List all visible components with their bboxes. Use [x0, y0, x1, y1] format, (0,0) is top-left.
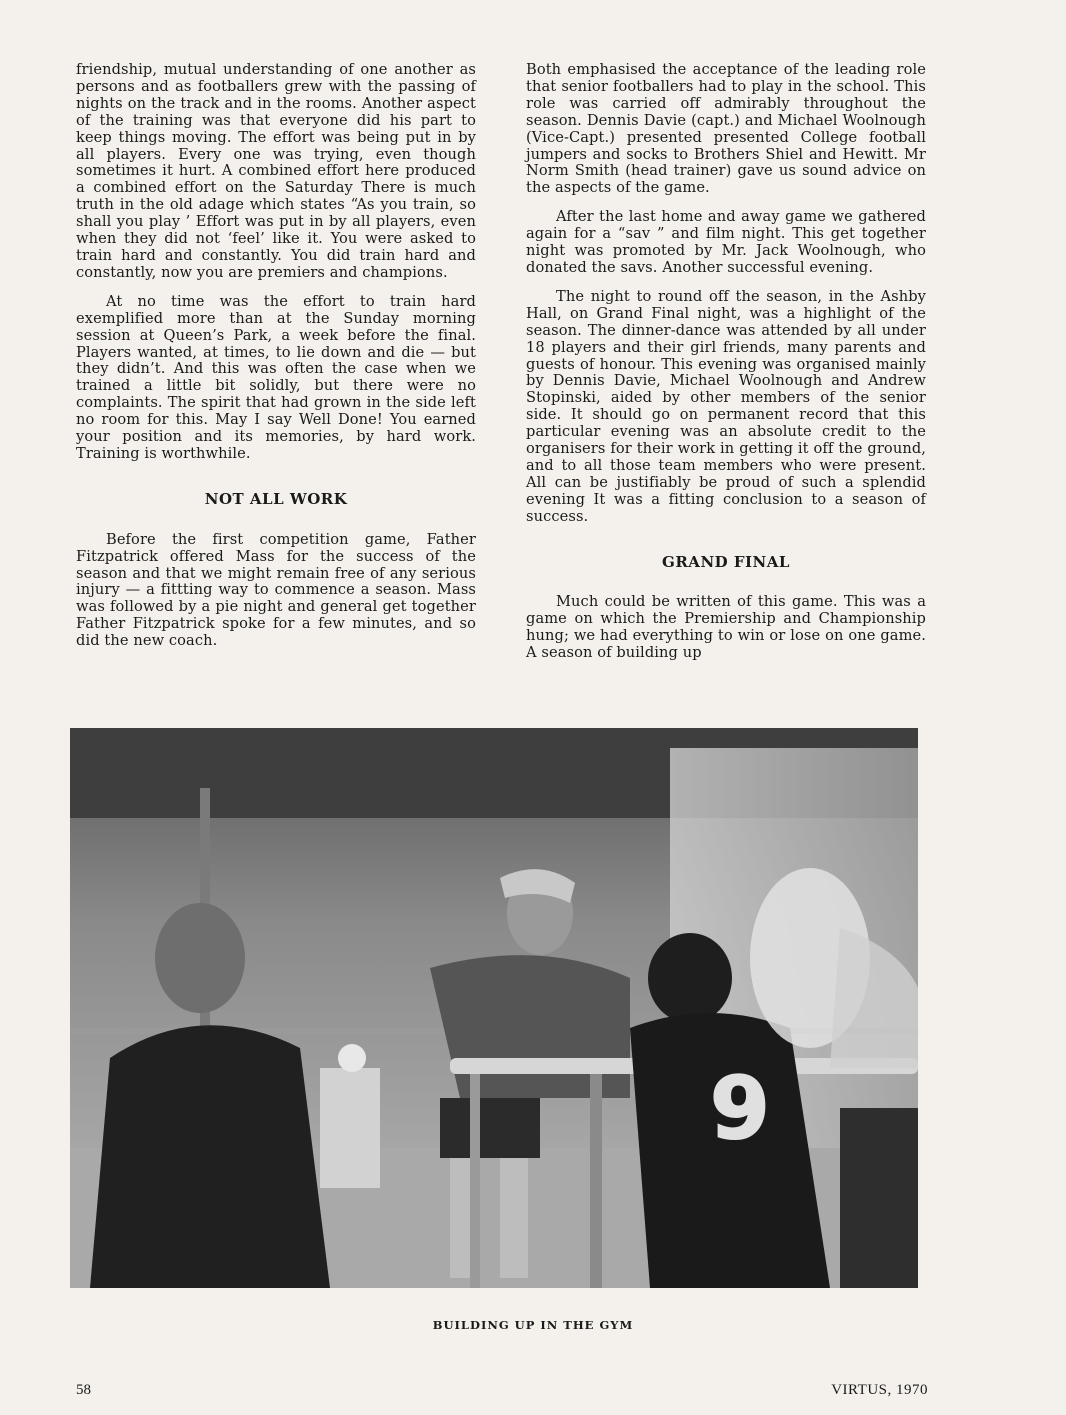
section-heading-grand-final: GRAND FINAL: [662, 552, 790, 571]
paragraph: After the last home and away game we gathered again for a “sav ” and film night. This get together night was promoted by Mr. Jack Woolnough, who donated the savs. Another successful evening.: [526, 208, 926, 276]
paragraph: At no time was the effort to train hard exemplified more than at the Sunday morning session at Queen’s Park, a week before the final. Players wanted, at times, to lie down and die — but they didn’t. And this was often the case when we trained a little bit solidly, but there were no complaints. The spirit that had grown in the side left no room for this. May I say Well Done! You earned your position and its memories, by hard work. Training is worthwhile.: [76, 292, 476, 462]
paragraph: friendship, mutual understanding of one another as persons and as footballers grew with the passing of nights on the track and in the rooms. Another aspect of the training was that everyone did his part to keep things moving. The effort was being put in by all players. Every one was trying, even though sometimes it hurt. A combined effort here produced a combined effort on the Saturday There is much truth in the old adage which states “As you train, so shall you play ’ Effort was put in by all players, even when they did not ‘feel’ like it. You were asked to train hard and constantly. You did train hard and constantly, now you are premiers and champions.: [76, 61, 476, 281]
gym-photo: [70, 728, 918, 1288]
jersey-number: 9: [710, 1059, 770, 1159]
paragraph: Before the first competition game, Father Fitzpatrick offered Mass for the success of the season and that we might remain free of any serious injury — a fittting way to commence a season. Mass was followed by a pie night and general get together Father Fitzpatrick spoke for a few minutes, and so did the new coach.: [76, 530, 476, 650]
publication-footer: VIRTUS, 1970: [831, 1382, 928, 1398]
paragraph: Both emphasised the acceptance of the leading role that senior footballers had to play in the school. This role was carried off admirably throughout the season. Dennis Davie (capt.) and Michael Woolnough (Vice-Capt.) presented presented College football jumpers and socks to Brothers Shiel and Hewitt. Mr Norm Smith (head trainer) gave us sound advice on the aspects of the game.: [526, 61, 926, 197]
paragraph: The night to round off the season, in the Ashby Hall, on Grand Final night, was a highlight of the season. The dinner-dance was attended by all under 18 players and their girl friends, many parents and guests of honour. This evening was organised mainly by Dennis Davie, Michael Woolnough and Andrew Stopinski, aided by other members of the senior side. It should go on permanent record that this particular evening was an absolute credit to the organisers for their work in getting it off the ground, and to all those team members who were present. All can be justifiably be proud of such a splendid evening It was a fitting conclusion to a season of success.: [526, 287, 926, 525]
right-column: [526, 62, 926, 674]
section-heading-not-all-work: NOT ALL WORK: [204, 489, 348, 508]
page-number: 58: [76, 1382, 91, 1398]
left-column: [76, 62, 476, 662]
paragraph: Much could be written of this game. This was a game on which the Premiership and Championship hung; we had everything to win or lose on one game. A season of building up: [526, 593, 926, 662]
photo-caption: BUILDING UP IN THE GYM: [432, 1318, 634, 1332]
